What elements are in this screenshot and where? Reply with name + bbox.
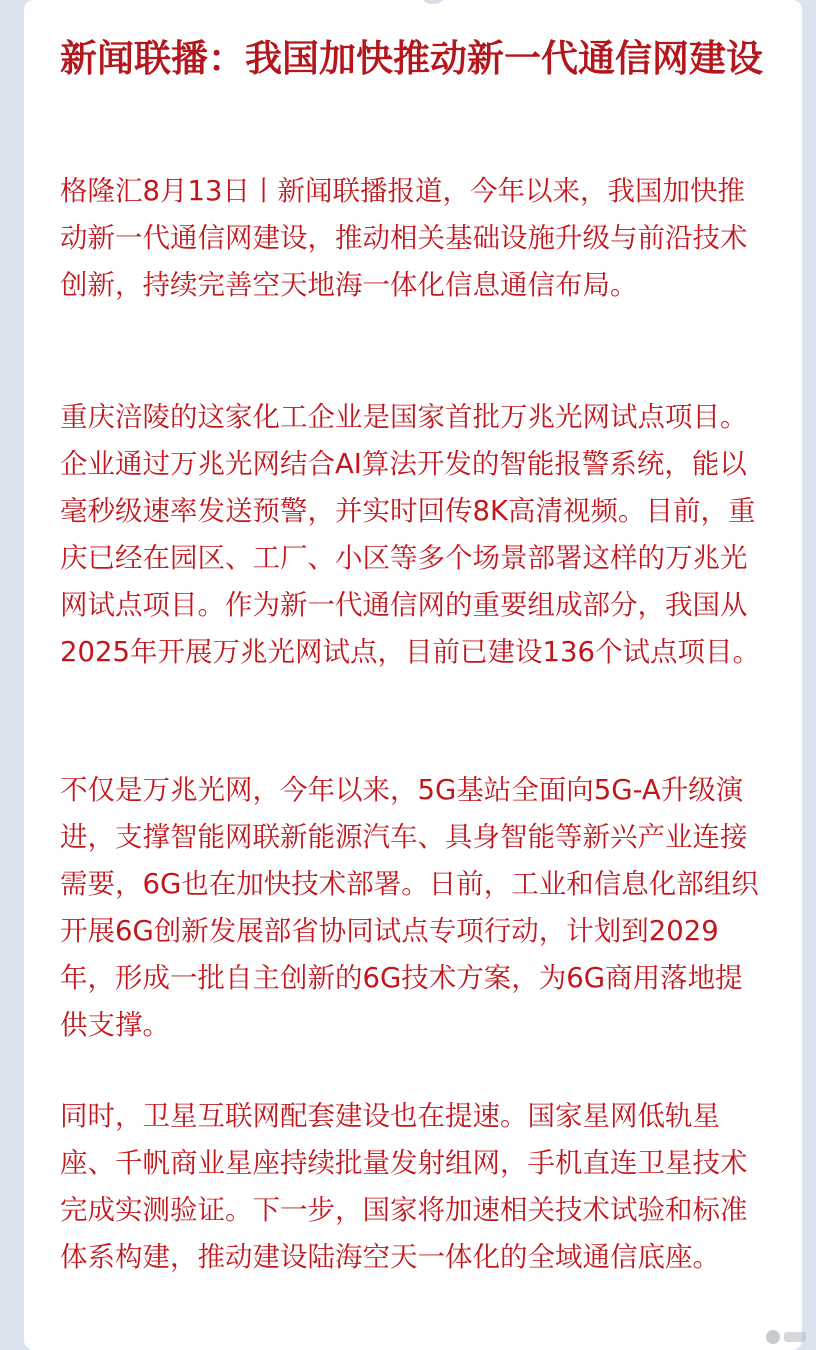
watermark-bar bbox=[784, 1332, 806, 1342]
watermark-icon bbox=[766, 1330, 780, 1344]
top-decoration bbox=[422, 0, 444, 4]
article-paragraph-2: 重庆涪陵的这家化工企业是国家首批万兆光网试点项目。企业通过万兆光网结合AI算法开发的智能报警系统，能以毫秒级速率发送预警，并实时回传8K高清视频。目前，重庆已经在园区、工厂、小区等多个场景部署这样的万兆光网试点项目。作为新一代通信网的重要组成部分，我国从2025年开展万兆光网试点，目前已建设136个试点项目。 bbox=[60, 401, 760, 668]
article-paragraph-3: 不仅是万兆光网，今年以来，5G基站全面向5G-A升级演进，支撑智能网联新能源汽车、具身智能等新兴产业连接需要，6G也在加快技术部署。日前，工业和信息化部组织开展6G创新发展部省协同试点专项行动，计划到2029年，形成一批自主创新的6G技术方案，为6G商用落地提供支撑。 bbox=[60, 774, 759, 1041]
article-headline: 新闻联播：我国加快推动新一代通信网建设 bbox=[60, 36, 763, 80]
watermark-logo bbox=[766, 1330, 806, 1344]
article-paragraph-1: 格隆汇8月13日丨新闻联播报道，今年以来，我国加快推动新一代通信网建设，推动相关基础设施升级与前沿技术创新，持续完善空天地海一体化信息通信布局。 bbox=[60, 175, 748, 301]
article-card bbox=[24, 0, 802, 1350]
article-paragraph-4: 同时，卫星互联网配套建设也在提速。国家星网低轨星座、千帆商业星座持续批量发射组网，手机直连卫星技术完成实测验证。下一步，国家将加速相关技术试验和标准体系构建，推动建设陆海空天一体化的全域通信底座。 bbox=[60, 1100, 748, 1273]
